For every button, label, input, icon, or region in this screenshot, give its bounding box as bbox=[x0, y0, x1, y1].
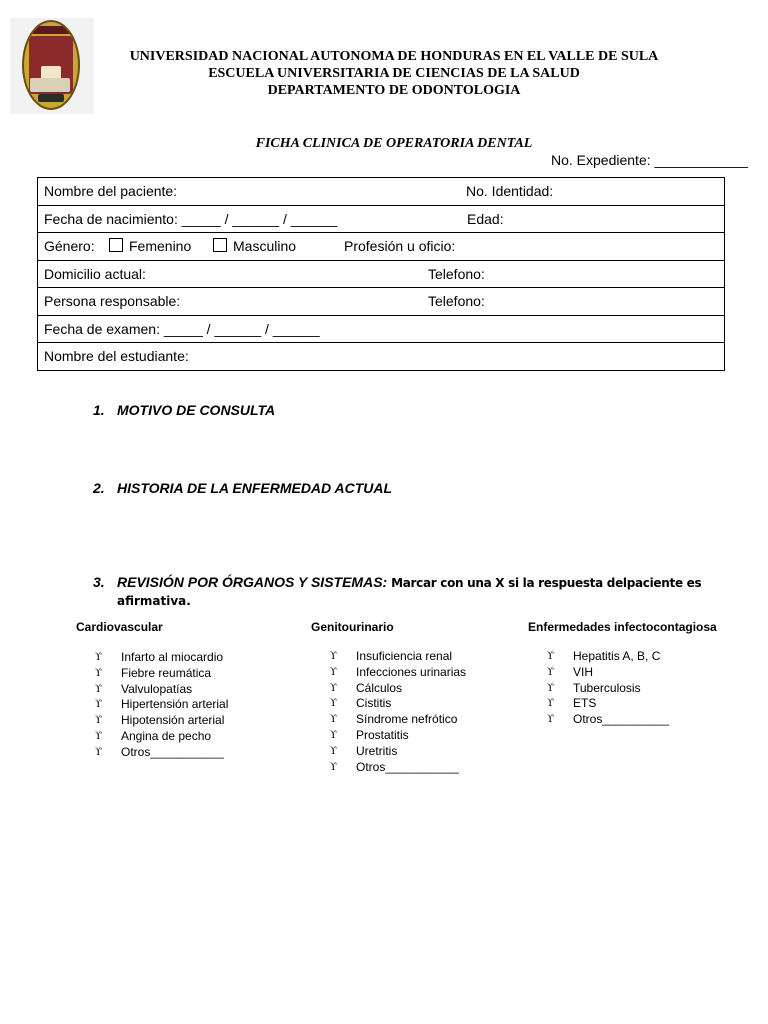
list-item[interactable] bbox=[95, 650, 228, 666]
section-title: MOTIVO DE CONSULTA bbox=[117, 402, 276, 418]
section-instructions: Marcar con una X si la respuesta delpaciente es bbox=[391, 576, 702, 590]
list-item[interactable] bbox=[95, 665, 228, 682]
bullet-icon: ϒ bbox=[95, 652, 102, 663]
exam-date-field[interactable]: Fecha de examen: _____ / ______ / ______ bbox=[44, 320, 320, 337]
list-item[interactable] bbox=[330, 696, 466, 712]
age-field[interactable]: Edad: bbox=[467, 210, 504, 227]
identity-number-field[interactable]: No. Identidad: bbox=[466, 183, 554, 199]
item-label: Uretritis bbox=[356, 743, 398, 758]
male-label: Masculino bbox=[233, 238, 297, 254]
expediente-field[interactable]: No. Expediente: ____________ bbox=[551, 152, 748, 168]
item-label: Angina de pecho bbox=[121, 728, 212, 743]
bullet-icon: ϒ bbox=[95, 715, 102, 727]
item-label: Hepatitis A, B, C bbox=[573, 649, 661, 663]
bullet-icon: ϒ bbox=[330, 761, 337, 773]
list-item[interactable] bbox=[330, 759, 466, 776]
bullet-icon: ϒ bbox=[547, 651, 554, 662]
bullet-icon: ϒ bbox=[95, 730, 102, 742]
list-item[interactable] bbox=[330, 649, 466, 665]
item-label: Hipotensión arterial bbox=[121, 713, 225, 728]
department-name: DEPARTAMENTO DE ODONTOLOGIA bbox=[267, 83, 521, 98]
section-number: 2. bbox=[93, 480, 105, 496]
list-item[interactable] bbox=[330, 727, 466, 744]
bullet-icon: ϒ bbox=[547, 682, 554, 694]
section-title: HISTORIA DE LA ENFERMEDAD ACTUAL bbox=[117, 480, 393, 496]
list-item[interactable] bbox=[547, 649, 669, 665]
bullet-icon: ϒ bbox=[95, 699, 102, 711]
bullet-icon: ϒ bbox=[547, 698, 554, 710]
university-name: UNIVERSIDAD NACIONAL AUTONOMA DE HONDURAS EN EL VALLE DE SULA bbox=[129, 49, 659, 64]
list-item[interactable] bbox=[547, 680, 669, 697]
bullet-icon: ϒ bbox=[95, 746, 102, 758]
list-item[interactable] bbox=[95, 681, 228, 698]
school-name: ESCUELA UNIVERSITARIA DE CIENCIAS DE LA SALUD bbox=[208, 66, 580, 81]
table-row bbox=[38, 178, 724, 206]
item-label: Cálculos bbox=[356, 680, 403, 695]
male-option[interactable] bbox=[213, 238, 296, 254]
female-option[interactable] bbox=[109, 238, 191, 254]
male-checkbox[interactable] bbox=[213, 238, 227, 252]
patient-info-table bbox=[37, 177, 725, 371]
list-item[interactable] bbox=[95, 744, 228, 761]
bullet-icon: ϒ bbox=[547, 666, 554, 678]
occupation-field[interactable]: Profesión u oficio: bbox=[344, 238, 456, 254]
responsible-phone-field[interactable]: Telefono: bbox=[428, 293, 485, 309]
genitourinary-list bbox=[330, 649, 467, 775]
bullet-icon: ϒ bbox=[330, 698, 337, 710]
list-item[interactable] bbox=[95, 697, 229, 713]
student-name-field[interactable]: Nombre del estudiante: bbox=[44, 348, 189, 364]
item-label: Otros__________ bbox=[573, 712, 670, 727]
bullet-icon: ϒ bbox=[330, 666, 337, 678]
item-label: ETS bbox=[573, 696, 597, 711]
bullet-icon: ϒ bbox=[95, 683, 102, 695]
item-label: Otros___________ bbox=[121, 744, 224, 759]
item-label: Infarto al miocardio bbox=[121, 650, 224, 664]
item-label: Tuberculosis bbox=[573, 680, 641, 695]
birth-date-field[interactable]: Fecha de nacimiento: _____ / ______ / ______ bbox=[44, 210, 338, 227]
item-label: Síndrome nefrótico bbox=[356, 712, 458, 727]
section-instructions-continued: afirmativa. bbox=[117, 594, 191, 608]
form-title: FICHA CLINICA DE OPERATORIA DENTAL bbox=[255, 136, 533, 151]
cardiovascular-list bbox=[95, 650, 229, 761]
list-item[interactable] bbox=[547, 712, 670, 728]
female-checkbox[interactable] bbox=[109, 238, 123, 252]
section-number: 3. bbox=[93, 574, 105, 590]
bullet-icon: ϒ bbox=[330, 729, 337, 741]
list-item[interactable] bbox=[547, 664, 669, 681]
list-item[interactable] bbox=[330, 712, 466, 728]
list-item[interactable] bbox=[330, 664, 467, 681]
item-label: Cistitis bbox=[356, 696, 392, 711]
item-label: Otros___________ bbox=[356, 759, 459, 774]
gender-label: Género: bbox=[44, 238, 95, 254]
item-label: Prostatitis bbox=[356, 727, 409, 742]
list-item[interactable] bbox=[95, 713, 228, 729]
list-item[interactable] bbox=[330, 680, 466, 697]
responsible-person-field[interactable]: Persona responsable: bbox=[44, 293, 181, 309]
section-historia-enfermedad bbox=[93, 480, 392, 496]
section-title: REVISIÓN POR ÓRGANOS Y SISTEMAS: bbox=[117, 574, 388, 590]
item-label: Insuficiencia renal bbox=[356, 649, 453, 663]
item-label: Valvulopatías bbox=[121, 681, 193, 696]
seal-motto-band bbox=[26, 26, 76, 34]
infectious-diseases-heading: Enfermedades infectocontagiosa bbox=[528, 620, 717, 634]
section-number: 1. bbox=[93, 402, 105, 418]
item-label: Fiebre reumática bbox=[121, 665, 212, 680]
address-field[interactable]: Domicilio actual: bbox=[44, 265, 146, 282]
table-row bbox=[38, 261, 724, 289]
bullet-icon: ϒ bbox=[330, 714, 337, 726]
female-label: Femenino bbox=[129, 238, 192, 254]
table-row bbox=[38, 343, 724, 370]
item-label: VIH bbox=[573, 664, 594, 679]
list-item[interactable] bbox=[547, 696, 669, 712]
bullet-icon: ϒ bbox=[330, 682, 337, 694]
phone-field[interactable]: Telefono: bbox=[428, 265, 485, 282]
table-row bbox=[38, 288, 724, 316]
section-motivo-consulta bbox=[93, 402, 275, 418]
item-label: Infecciones urinarias bbox=[356, 664, 467, 679]
list-item[interactable] bbox=[330, 743, 466, 760]
bullet-icon: ϒ bbox=[330, 745, 337, 757]
cardiovascular-heading: Cardiovascular bbox=[76, 620, 163, 634]
infectious-diseases-list bbox=[547, 649, 670, 728]
section-revision-organos bbox=[93, 574, 701, 590]
item-label: Hipertensión arterial bbox=[121, 697, 229, 712]
table-row bbox=[38, 206, 724, 234]
table-row bbox=[38, 316, 724, 344]
patient-name-field[interactable]: Nombre del paciente: bbox=[44, 183, 178, 199]
bullet-icon: ϒ bbox=[330, 651, 337, 662]
bullet-icon: ϒ bbox=[547, 714, 554, 726]
genitourinary-heading: Genitourinario bbox=[311, 620, 394, 634]
bullet-icon: ϒ bbox=[95, 667, 102, 679]
list-item[interactable] bbox=[95, 728, 228, 745]
table-row bbox=[38, 233, 724, 261]
